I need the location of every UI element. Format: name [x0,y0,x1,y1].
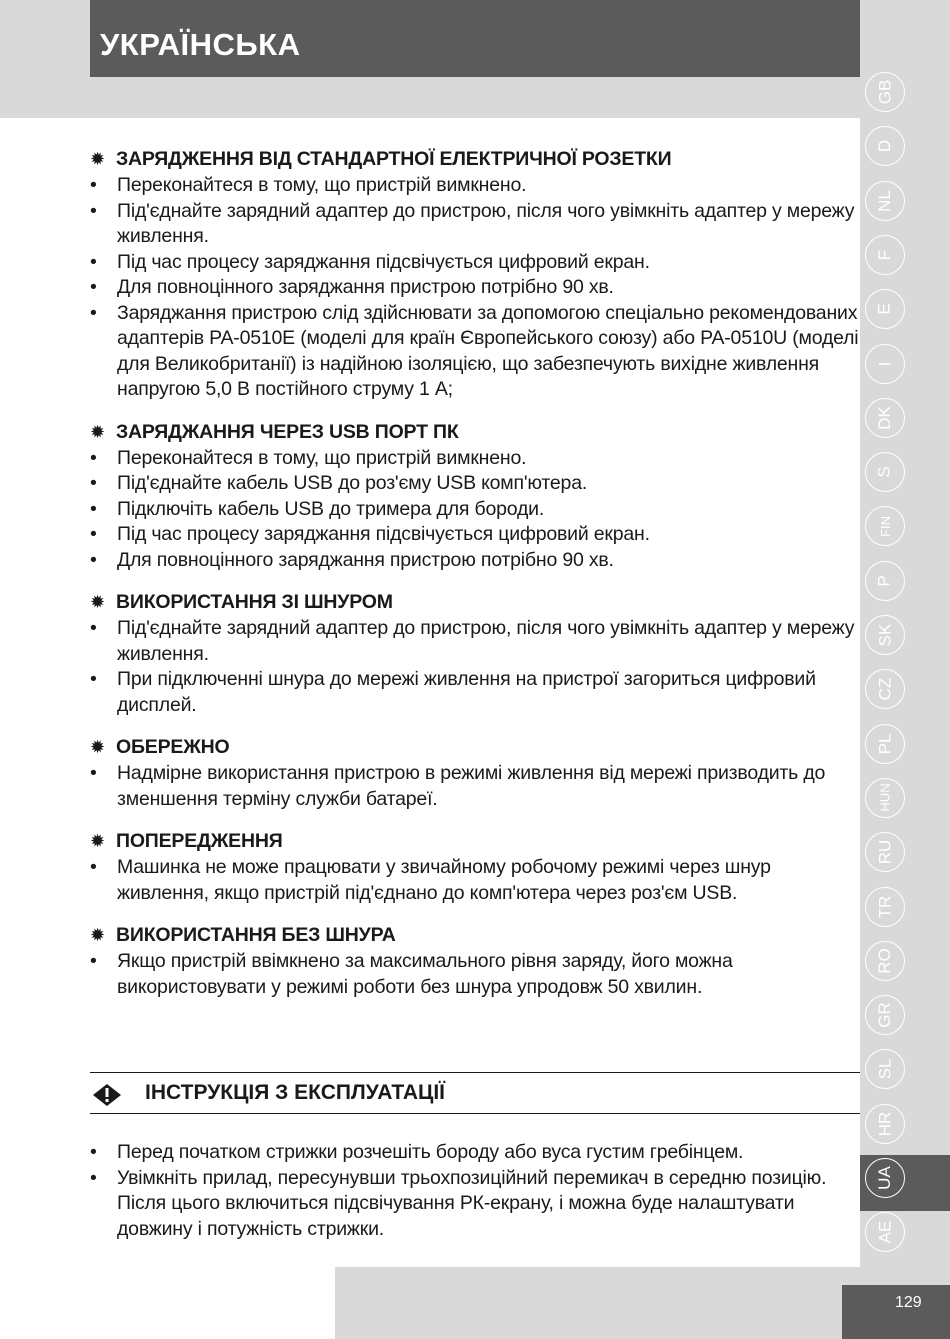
list-item [90,1140,860,1166]
language-tab-label: P [875,575,894,587]
language-tab-ua[interactable] [865,1158,905,1198]
bullet-icon: • [90,1166,97,1189]
section [90,419,860,574]
bullet-icon: • [90,446,97,469]
list-item [90,301,860,403]
language-tab-label: E [875,303,894,315]
list-item [90,616,860,667]
sun-icon: ✹ [90,149,105,169]
bullet-icon: • [90,523,97,545]
section [90,922,860,1000]
section-heading-text: ОБЕРЕЖНО [116,736,230,758]
section-heading [90,734,860,761]
list-item-text: Переконайтеся в тому, що пристрій вимкнено. [117,174,527,196]
language-tab-nl[interactable] [865,181,905,221]
language-tab-label: SL [874,1058,894,1080]
bullet-icon: • [90,950,97,972]
sun-icon: ✹ [90,592,105,612]
bullet-icon: • [90,668,97,690]
page-number-box [842,1285,950,1339]
language-tab-gr[interactable] [865,995,905,1035]
list-item-text: Під'єднайте кабель USB до роз'єму USB комп'ютера. [117,472,588,494]
language-tab-hun[interactable] [865,778,905,818]
list-item-text: Машинка не може працювати у звичайному робочому режимі через шнур живлення, якщо пристрій під'єднано до комп'ютера через роз'єм USB. [117,856,771,904]
language-tab-pl[interactable] [865,724,905,764]
list-item-text: Перед початком стрижки розчешіть бороду або вуса густим гребінцем. [117,1141,744,1163]
language-tab-sk[interactable] [865,615,905,655]
sun-icon: ✹ [90,737,105,757]
bullet-list [90,855,860,906]
list-item-text: При підключенні шнура до мережі живлення на пристрої загориться цифровий дисплей. [117,668,816,716]
language-tab-label: CZ [874,677,894,701]
section [90,589,860,718]
list-item [90,199,860,250]
language-tab-i[interactable] [865,344,905,384]
language-tab-label: HR [875,1111,894,1136]
sun-icon: ✹ [90,925,105,945]
list-item-text: Під час процесу заряджання підсвічується цифровий екран. [117,523,650,545]
language-tab-label: GR [875,1002,894,1028]
language-tab-label: S [875,466,894,478]
section-heading-text: ПОПЕРЕДЖЕННЯ [116,830,283,852]
list-item [90,761,860,812]
section-heading [90,419,860,446]
bullet-list [90,446,860,574]
list-item [90,522,860,548]
language-tab-label: FIN [877,515,893,537]
bullet-icon: • [90,548,97,571]
main-content [90,146,860,1016]
sun-icon: ✹ [90,831,105,851]
section-heading-text: ЗАРЯДЖАННЯ ЧЕРЕЗ USB ПОРТ ПК [116,420,459,443]
bullet-icon: • [90,301,97,324]
list-item-text: Підключіть кабель USB до тримера для бороди. [117,497,545,520]
language-tab-label: I [874,361,894,366]
language-tab-dk[interactable] [865,398,905,438]
language-tab-gb[interactable] [865,72,905,112]
list-item [90,548,860,574]
bullet-icon: • [90,174,97,196]
list-item [90,446,860,472]
language-tab-label: TR [874,895,894,918]
language-tab-ru[interactable] [865,832,905,872]
section-heading-text: ВИКОРИСТАННЯ ЗІ ШНУРОМ [116,591,393,613]
language-tab-label: PL [874,733,894,754]
language-tab-hr[interactable] [865,1104,905,1144]
list-item [90,855,860,906]
language-tab-p[interactable] [865,561,905,601]
language-tab-label: NL [874,189,894,212]
language-tab-label: D [875,140,894,153]
list-item-text: Під'єднайте зарядний адаптер до пристрою, після чого увімкніть адаптер у мережу живлення. [117,199,855,247]
list-item-text: Під'єднайте зарядний адаптер до пристрою, після чого увімкніть адаптер у мережу живлення. [117,617,855,665]
language-tab-e[interactable] [865,289,905,329]
language-tab-ro[interactable] [865,941,905,981]
language-tab-label: AE [875,1220,894,1244]
instructions-header [90,1072,860,1114]
language-tab-label: F [874,249,894,261]
bullet-icon: • [90,617,97,639]
section-heading [90,922,860,949]
section-heading-text: ВИКОРИСТАННЯ БЕЗ ШНУРА [116,924,396,946]
bullet-icon: • [90,472,97,494]
instructions-list-wrap [90,1140,860,1242]
page-number: 129 [895,1294,922,1311]
bullet-icon: • [90,250,97,273]
bullet-list [90,761,860,812]
language-tab-label: GB [875,79,894,105]
list-item-text: Заряджання пристрою слід здійснювати за допомогою спеціально рекомендованих адаптерів PA-0510E (моделі для країн Європейського союзу) або PA-0510U (моделі для Великобританії) із надійною ізоляцією, що забезпечують вихідне живлення напругою 5,0 В постійного струму 1 А; [117,301,859,400]
warning-diamond-icon [92,1083,122,1107]
list-item [90,949,860,1000]
list-item-text: Для повноцінного заряджання пристрою потрібно 90 хв. [117,548,614,571]
language-tab-f[interactable] [865,235,905,275]
bullet-icon: • [90,497,97,520]
bullet-icon: • [90,199,97,222]
list-item-text: Увімкніть прилад, пересунувши трьохпозиційний перемикач в середню позицію. Після цього включиться підсвічування РК-екрану, і можна буде налаштувати довжину і потужність стрижки. [117,1166,827,1240]
language-tab-label: DK [875,405,894,430]
title-bar [90,0,860,77]
section-heading [90,146,860,173]
list-item [90,275,860,301]
instructions-list [90,1140,860,1242]
bullet-icon: • [90,276,97,298]
list-item-text: Переконайтеся в тому, що пристрій вимкнено. [117,446,527,469]
list-item-text: Якщо пристрій ввімкнено за максимального рівня заряду, його можна використовувати у режимі роботи без шнура упродовж 50 хвилин. [117,950,733,998]
sun-icon: ✹ [90,421,105,442]
list-item [90,250,860,276]
language-tab-label: UA [875,1166,894,1190]
list-item [90,173,860,199]
language-tab-label: RO [875,948,894,974]
list-item [90,471,860,497]
bullet-icon: • [90,856,97,878]
bullet-icon: • [90,1141,97,1163]
list-item-text: Для повноцінного заряджання пристрою потрібно 90 хв. [117,276,614,298]
language-tab-label: RU [875,839,894,865]
list-item [90,497,860,523]
language-tab-label: SK [875,623,894,647]
section-heading [90,589,860,616]
list-item-text: Під час процесу заряджання підсвічується цифровий екран. [117,250,650,273]
language-tab-s[interactable] [865,452,905,492]
bullet-icon: • [90,762,97,784]
list-item [90,667,860,718]
section [90,828,860,906]
section [90,146,860,403]
bullet-list [90,173,860,403]
bullet-list [90,949,860,1000]
list-item [90,1166,860,1243]
section-heading-text: ЗАРЯДЖЕННЯ ВІД СТАНДАРТНОЇ ЕЛЕКТРИЧНОЇ РОЗЕТКИ [116,148,672,170]
language-tab-label: HUN [877,783,893,812]
bullet-list [90,616,860,718]
language-tab-tr[interactable] [865,887,905,927]
instructions-heading: ІНСТРУКЦІЯ З ЕКСПЛУАТАЦІЇ [145,1081,445,1104]
page-title: УКРАЇНСЬКА [100,27,301,62]
section [90,734,860,812]
section-heading [90,828,860,855]
list-item-text: Надмірне використання пристрою в режимі живлення від мережі призводить до зменшення терміну служби батареї. [117,762,826,810]
